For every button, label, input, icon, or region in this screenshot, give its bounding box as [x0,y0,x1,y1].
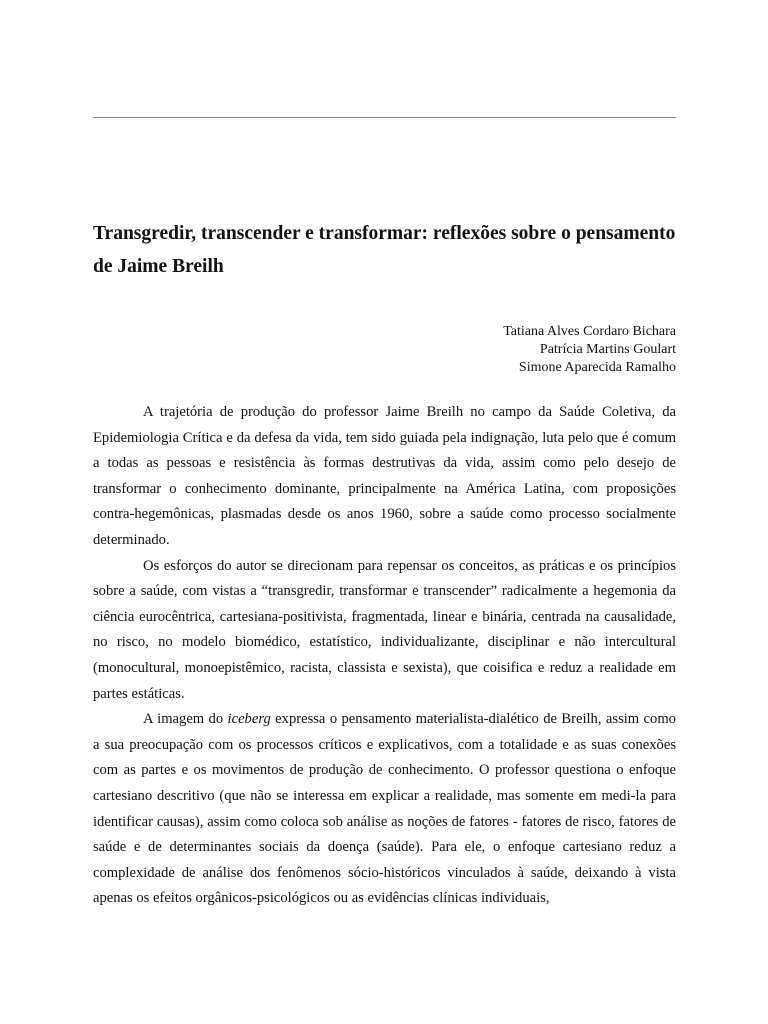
document-title: Transgredir, transcender e transformar: reflexões sobre o pensamento de Jaime Breilh [93,223,676,277]
header-rule [93,117,676,118]
author-name: Simone Aparecida Ramalho [518,360,676,375]
emphasized-term: iceberg [227,711,271,728]
paragraph-text: expressa o pensamento materialista-dialético de Breilh, assim como a sua preocupação com os processos críticos e explicativos, com a totalidade e as suas conexões com as partes e os movimentos de produção de conhecimento. O professor questiona o enfoque cartesiano descritivo (que não se interessa em explicar a realidade, mas somente em medi-la para identificar causas), assim como coloca sob análise as noções de fatores - fatores de risco, fatores de saúde e de determinantes sociais da doença (saúde). Para ele, o enfoque cartesiano reduz a complexidade de análise dos fenômenos sócio-históricos vinculados à saúde, deixando à vista apenas os efeitos orgânicos-psicológicos ou as evidências clínicas individuais, [93,711,676,907]
author-name: Tatiana Alves Cordaro Bichara [503,324,676,339]
author-name: Patrícia Martins Goulart [539,342,676,357]
body-text [93,400,676,912]
paragraph-text: A imagem do [143,711,228,728]
paragraph [93,707,676,912]
paragraph: Os esforços do autor se direcionam para repensar os conceitos, as práticas e os princípios sobre a saúde, com vistas a “transgredir, transformar e transcender” radicalmente a hegemonia da ciência eurocêntrica, cartesiana-positivista, fragmentada, linear e binária, centrada na causalidade, no risco, no modelo biomédico, estatístico, individualizante, disciplinar e não intercultural (monocultural, monoepistêmico, racista, classista e sexista), que coisifica e reduz a realidade em partes estáticas. [93,557,676,702]
paragraph: A trajetória de produção do professor Jaime Breilh no campo da Saúde Coletiva, da Epidemiologia Crítica e da defesa da vida, tem sido guiada pela indignação, luta pelo que é comum a todas as pessoas e resistência às formas destrutivas da vida, assim como pelo desejo de transformar o conhecimento dominante, principalmente na América Latina, com proposições contra-hegemônicas, plasmadas desde os anos 1960, sobre a saúde como processo socialmente determinado. [93,404,676,548]
author-list [93,323,676,377]
